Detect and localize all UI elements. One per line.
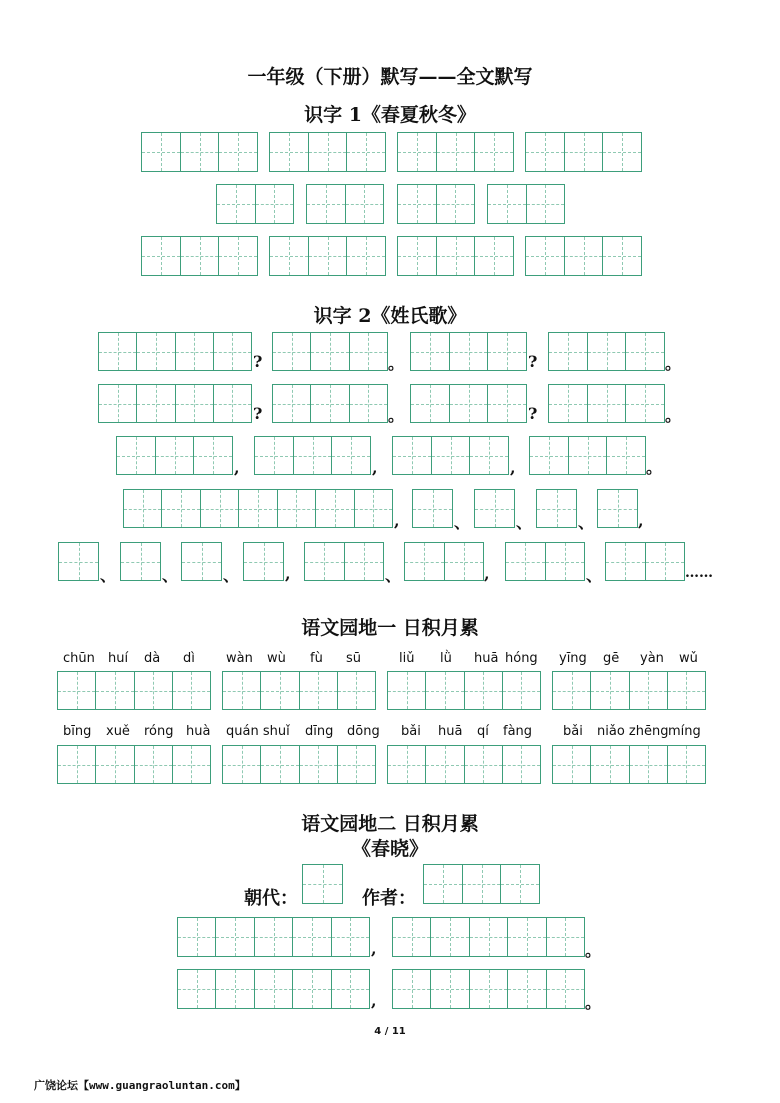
writing-grid[interactable] (536, 489, 577, 528)
writing-grid[interactable] (529, 436, 646, 475)
page-number: 4 / 11 (374, 1026, 406, 1037)
comma-mark: , (371, 939, 377, 958)
enumeration-comma: 、 (578, 513, 595, 532)
writing-grid[interactable] (181, 542, 222, 581)
writing-grid[interactable] (57, 671, 211, 710)
writing-grid[interactable] (269, 132, 386, 172)
period-mark: 。 (585, 941, 602, 960)
site-footer: 广饶论坛【www.guangraoluntan.com】 (34, 1079, 246, 1092)
writing-grid[interactable] (304, 542, 384, 581)
writing-grid[interactable] (141, 236, 258, 276)
writing-grid[interactable] (404, 542, 484, 581)
comma-mark: , (234, 458, 240, 477)
pinyin-label: huā (438, 724, 463, 739)
pinyin-label: róng (144, 724, 174, 739)
page-title: 一年级（下册）默写——全文默写 (247, 66, 533, 88)
pinyin-label: yàn (640, 651, 664, 666)
question-mark: ? (528, 404, 538, 423)
pinyin-label: míng (668, 724, 701, 739)
writing-grid[interactable] (57, 745, 211, 784)
pinyin-label: sū (346, 651, 362, 666)
writing-grid[interactable] (552, 671, 706, 710)
pinyin-label: wǔ (679, 651, 698, 666)
pinyin-label: gē (603, 651, 620, 666)
author-grid[interactable] (423, 864, 540, 904)
writing-grid[interactable] (306, 184, 384, 224)
comma-mark: , (638, 511, 644, 530)
comma-mark: , (372, 458, 378, 477)
enumeration-comma: 、 (100, 566, 117, 585)
writing-grid[interactable] (269, 236, 386, 276)
writing-grid[interactable] (597, 489, 638, 528)
section-title-yuwen-yuandi-1: 语文园地一 日积月累 (301, 617, 479, 639)
writing-grid[interactable] (410, 384, 527, 423)
question-mark: ? (253, 352, 263, 371)
writing-grid[interactable] (177, 969, 370, 1009)
comma-mark: , (484, 564, 490, 583)
writing-grid[interactable] (487, 184, 565, 224)
pinyin-label: hóng (505, 651, 538, 666)
comma-mark: , (510, 458, 516, 477)
writing-grid[interactable] (98, 384, 252, 423)
pinyin-label: huā (474, 651, 499, 666)
pinyin-label: bǎi (401, 724, 421, 739)
pinyin-label: niǎo zhēng (597, 724, 669, 739)
period-mark: 。 (388, 354, 405, 373)
writing-grid[interactable] (474, 489, 515, 528)
pinyin-label: huí (108, 651, 129, 666)
writing-grid[interactable] (525, 132, 642, 172)
comma-mark: , (285, 564, 291, 583)
enumeration-comma: 、 (223, 566, 240, 585)
comma-mark: , (371, 991, 377, 1010)
pinyin-label: bǎi (563, 724, 583, 739)
writing-grid[interactable] (412, 489, 453, 528)
period-mark: 。 (388, 406, 405, 425)
writing-grid[interactable] (272, 332, 388, 371)
writing-grid[interactable] (548, 332, 665, 371)
writing-grid[interactable] (58, 542, 99, 581)
writing-grid[interactable] (397, 236, 514, 276)
section-title-shizi-2: 识字 2《姓氏歌》 (313, 305, 467, 327)
comma-mark: , (394, 511, 400, 530)
pinyin-label: yīng (559, 651, 587, 666)
writing-grid[interactable] (177, 917, 370, 957)
writing-grid[interactable] (243, 542, 284, 581)
writing-grid[interactable] (222, 745, 376, 784)
poem-title: 《春晓》 (351, 838, 428, 860)
pinyin-label: dōng (347, 724, 380, 739)
pinyin-label: xuě (106, 724, 130, 739)
pinyin-label: fàng (503, 724, 533, 739)
period-mark: 。 (585, 993, 602, 1012)
pinyin-label: wù (267, 651, 286, 666)
writing-grid[interactable] (116, 436, 233, 475)
enumeration-comma: 、 (454, 513, 471, 532)
writing-grid[interactable] (123, 489, 393, 528)
writing-grid[interactable] (392, 917, 585, 957)
writing-grid[interactable] (141, 132, 258, 172)
writing-grid[interactable] (222, 671, 376, 710)
dynasty-label: 朝代： (244, 888, 298, 909)
ellipsis-mark: …… (685, 565, 713, 581)
pinyin-label: liǔ (399, 651, 415, 666)
author-label: 作者： (362, 888, 416, 909)
writing-grid[interactable] (387, 745, 541, 784)
pinyin-label: dì (183, 651, 195, 666)
writing-grid[interactable] (552, 745, 706, 784)
pinyin-label: huà (186, 724, 211, 739)
period-mark: 。 (665, 354, 682, 373)
writing-grid[interactable] (120, 542, 161, 581)
question-mark: ? (253, 404, 263, 423)
enumeration-comma: 、 (586, 566, 603, 585)
writing-grid[interactable] (254, 436, 371, 475)
writing-grid[interactable] (605, 542, 685, 581)
question-mark: ? (528, 352, 538, 371)
writing-grid[interactable] (397, 184, 475, 224)
enumeration-comma: 、 (516, 513, 533, 532)
writing-grid[interactable] (410, 332, 527, 371)
writing-grid[interactable] (397, 132, 514, 172)
pinyin-label: dà (144, 651, 161, 666)
dynasty-grid[interactable] (302, 864, 343, 904)
enumeration-comma: 、 (385, 566, 402, 585)
writing-grid[interactable] (392, 436, 509, 475)
pinyin-label: fù (310, 651, 323, 666)
writing-grid[interactable] (505, 542, 585, 581)
pinyin-label: qí (477, 724, 489, 739)
writing-grid[interactable] (387, 671, 541, 710)
pinyin-label: dīng (305, 724, 334, 739)
pinyin-label: bīng (63, 724, 92, 739)
writing-grid[interactable] (98, 332, 252, 371)
writing-grid[interactable] (216, 184, 294, 224)
period-mark: 。 (665, 406, 682, 425)
writing-grid[interactable] (525, 236, 642, 276)
pinyin-label: quán shuǐ (226, 724, 290, 739)
pinyin-label: chūn (63, 651, 95, 666)
enumeration-comma: 、 (162, 566, 179, 585)
section-title-yuwen-yuandi-2: 语文园地二 日积月累 (301, 813, 479, 835)
period-mark: 。 (646, 458, 663, 477)
writing-grid[interactable] (272, 384, 388, 423)
section-title-shizi-1: 识字 1《春夏秋冬》 (304, 104, 476, 126)
pinyin-label: lǜ (440, 651, 452, 666)
pinyin-label: wàn (226, 651, 253, 666)
writing-grid[interactable] (548, 384, 665, 423)
writing-grid[interactable] (392, 969, 585, 1009)
